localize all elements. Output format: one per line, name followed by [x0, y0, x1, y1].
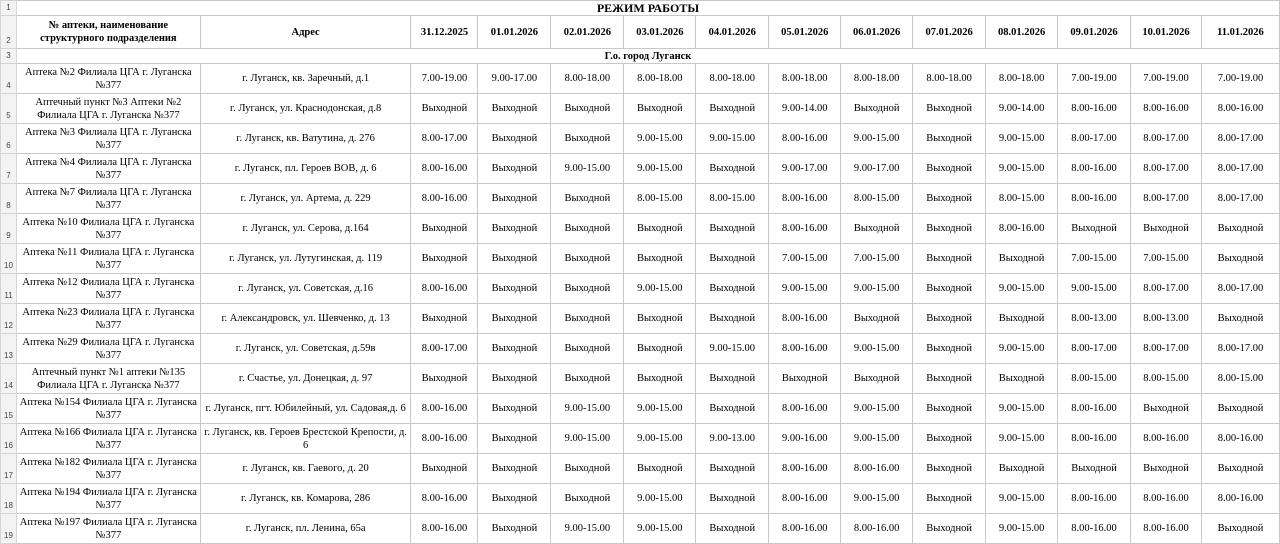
- row-number[interactable]: 18: [1, 484, 17, 514]
- hours-cell[interactable]: Выходной: [769, 364, 841, 394]
- pharmacy-name-cell[interactable]: Аптека №12 Филиала ЦГА г. Луганска №377: [16, 274, 200, 304]
- hours-cell[interactable]: 8.00-16.00: [411, 184, 478, 214]
- hours-cell[interactable]: 8.00-13.00: [1058, 304, 1131, 334]
- hours-cell[interactable]: Выходной: [1201, 394, 1279, 424]
- hours-cell[interactable]: Выходной: [696, 214, 769, 244]
- hours-cell[interactable]: Выходной: [551, 214, 624, 244]
- pharmacy-name-cell[interactable]: Аптечный пункт №3 Аптеки №2 Филиала ЦГА г. Луганска №377: [16, 94, 200, 124]
- hours-cell[interactable]: 8.00-17.00: [1131, 124, 1202, 154]
- hours-cell[interactable]: Выходной: [913, 394, 986, 424]
- hours-cell[interactable]: 8.00-16.00: [841, 514, 913, 544]
- hours-cell[interactable]: Выходной: [551, 184, 624, 214]
- pharmacy-row: [1, 334, 1280, 364]
- hours-cell[interactable]: 9.00-17.00: [841, 154, 913, 184]
- hours-cell[interactable]: Выходной: [478, 394, 551, 424]
- hours-cell[interactable]: Выходной: [696, 94, 769, 124]
- hours-cell[interactable]: Выходной: [411, 364, 478, 394]
- row-number[interactable]: 12: [1, 304, 17, 334]
- hours-cell[interactable]: 8.00-16.00: [1058, 484, 1131, 514]
- header-date-cell[interactable]: 31.12.2025: [411, 16, 478, 49]
- header-date-cell[interactable]: 09.01.2026: [1058, 16, 1131, 49]
- hours-cell[interactable]: Выходной: [411, 304, 478, 334]
- hours-cell[interactable]: 7.00-19.00: [1058, 64, 1131, 94]
- hours-cell[interactable]: 7.00-15.00: [841, 244, 913, 274]
- pharmacy-name-cell[interactable]: Аптека №23 Филиала ЦГА г. Луганска №377: [16, 304, 200, 334]
- hours-cell[interactable]: 9.00-15.00: [624, 154, 696, 184]
- hours-cell[interactable]: 8.00-16.00: [411, 424, 478, 454]
- hours-cell[interactable]: Выходной: [913, 244, 986, 274]
- hours-cell[interactable]: 9.00-15.00: [696, 124, 769, 154]
- hours-cell[interactable]: Выходной: [478, 304, 551, 334]
- hours-cell[interactable]: 9.00-15.00: [986, 514, 1058, 544]
- hours-cell[interactable]: Выходной: [411, 244, 478, 274]
- hours-cell[interactable]: Выходной: [913, 514, 986, 544]
- hours-cell[interactable]: Выходной: [696, 514, 769, 544]
- hours-cell[interactable]: 8.00-17.00: [1058, 124, 1131, 154]
- row-number[interactable]: 9: [1, 214, 17, 244]
- hours-cell[interactable]: Выходной: [478, 124, 551, 154]
- pharmacy-address-cell[interactable]: г. Луганск, ул. Краснодонская, д.8: [200, 94, 411, 124]
- pharmacy-address-cell[interactable]: г. Луганск, кв. Заречный, д.1: [200, 64, 411, 94]
- header-name-cell[interactable]: № аптеки, наименование структурного подразделения: [16, 16, 200, 49]
- header-date-cell[interactable]: 01.01.2026: [478, 16, 551, 49]
- hours-cell[interactable]: Выходной: [913, 214, 986, 244]
- hours-cell[interactable]: 9.00-15.00: [1058, 274, 1131, 304]
- hours-cell[interactable]: 8.00-15.00: [696, 184, 769, 214]
- hours-cell[interactable]: 8.00-18.00: [624, 64, 696, 94]
- hours-cell[interactable]: 8.00-16.00: [1201, 94, 1279, 124]
- hours-cell[interactable]: Выходной: [551, 124, 624, 154]
- hours-cell[interactable]: 8.00-16.00: [769, 304, 841, 334]
- hours-cell[interactable]: Выходной: [696, 274, 769, 304]
- hours-cell[interactable]: 8.00-15.00: [1058, 364, 1131, 394]
- hours-cell[interactable]: Выходной: [411, 454, 478, 484]
- hours-cell[interactable]: 8.00-18.00: [986, 64, 1058, 94]
- hours-cell[interactable]: 9.00-15.00: [551, 154, 624, 184]
- pharmacy-row: [1, 394, 1280, 424]
- hours-cell[interactable]: 8.00-17.00: [1201, 184, 1279, 214]
- hours-cell[interactable]: Выходной: [696, 394, 769, 424]
- row-number[interactable]: 1: [1, 1, 17, 16]
- hours-cell[interactable]: Выходной: [551, 364, 624, 394]
- hours-cell[interactable]: Выходной: [478, 214, 551, 244]
- hours-cell[interactable]: Выходной: [1201, 214, 1279, 244]
- hours-cell[interactable]: Выходной: [478, 274, 551, 304]
- hours-cell[interactable]: 8.00-16.00: [411, 274, 478, 304]
- row-number[interactable]: 4: [1, 64, 17, 94]
- hours-cell[interactable]: Выходной: [986, 364, 1058, 394]
- hours-cell[interactable]: Выходной: [624, 304, 696, 334]
- hours-cell[interactable]: 8.00-16.00: [1201, 484, 1279, 514]
- hours-cell[interactable]: 8.00-15.00: [841, 184, 913, 214]
- pharmacy-name-cell[interactable]: Аптека №182 Филиала ЦГА г. Луганска №377: [16, 454, 200, 484]
- hours-cell[interactable]: Выходной: [624, 364, 696, 394]
- hours-cell[interactable]: 8.00-16.00: [841, 454, 913, 484]
- hours-cell[interactable]: 8.00-17.00: [1131, 274, 1202, 304]
- hours-cell[interactable]: 8.00-16.00: [411, 154, 478, 184]
- row-number[interactable]: 2: [1, 16, 17, 49]
- header-date-cell[interactable]: 11.01.2026: [1201, 16, 1279, 49]
- hours-cell[interactable]: 8.00-15.00: [1201, 364, 1279, 394]
- hours-cell[interactable]: 8.00-17.00: [1131, 154, 1202, 184]
- hours-cell[interactable]: 9.00-15.00: [624, 124, 696, 154]
- hours-cell[interactable]: 8.00-16.00: [411, 484, 478, 514]
- pharmacy-address-cell[interactable]: г. Луганск, кв. Гаевого, д. 20: [200, 454, 411, 484]
- hours-cell[interactable]: 9.00-15.00: [841, 394, 913, 424]
- hours-cell[interactable]: Выходной: [986, 304, 1058, 334]
- pharmacy-name-cell[interactable]: Аптека №194 Филиала ЦГА г. Луганска №377: [16, 484, 200, 514]
- hours-cell[interactable]: 8.00-16.00: [769, 514, 841, 544]
- hours-cell[interactable]: Выходной: [696, 304, 769, 334]
- pharmacy-row: [1, 244, 1280, 274]
- hours-cell[interactable]: 9.00-14.00: [769, 94, 841, 124]
- hours-cell[interactable]: 8.00-17.00: [1201, 124, 1279, 154]
- pharmacy-row: [1, 184, 1280, 214]
- hours-cell[interactable]: Выходной: [551, 244, 624, 274]
- hours-cell[interactable]: Выходной: [841, 364, 913, 394]
- hours-cell[interactable]: 9.00-15.00: [624, 484, 696, 514]
- hours-cell[interactable]: 8.00-17.00: [1201, 274, 1279, 304]
- hours-cell[interactable]: Выходной: [913, 304, 986, 334]
- hours-cell[interactable]: 9.00-15.00: [624, 394, 696, 424]
- pharmacy-name-cell[interactable]: Аптека №154 Филиала ЦГА г. Луганска №377: [16, 394, 200, 424]
- hours-cell[interactable]: Выходной: [551, 94, 624, 124]
- hours-cell[interactable]: Выходной: [1201, 514, 1279, 544]
- hours-cell[interactable]: Выходной: [478, 424, 551, 454]
- hours-cell[interactable]: Выходной: [624, 454, 696, 484]
- hours-cell[interactable]: Выходной: [478, 454, 551, 484]
- hours-cell[interactable]: 8.00-17.00: [411, 124, 478, 154]
- pharmacy-address-cell[interactable]: г. Луганск, ул. Советская, д.59в: [200, 334, 411, 364]
- hours-cell[interactable]: 8.00-18.00: [769, 64, 841, 94]
- hours-cell[interactable]: Выходной: [478, 514, 551, 544]
- hours-cell[interactable]: 9.00-15.00: [986, 124, 1058, 154]
- header-date-cell[interactable]: 02.01.2026: [551, 16, 624, 49]
- hours-cell[interactable]: Выходной: [913, 184, 986, 214]
- pharmacy-row: [1, 424, 1280, 454]
- hours-cell[interactable]: 8.00-15.00: [986, 184, 1058, 214]
- hours-cell[interactable]: 8.00-16.00: [769, 214, 841, 244]
- hours-cell[interactable]: 9.00-15.00: [551, 424, 624, 454]
- pharmacy-row: [1, 64, 1280, 94]
- hours-cell[interactable]: 9.00-15.00: [551, 394, 624, 424]
- row-number[interactable]: 14: [1, 364, 17, 394]
- row-number[interactable]: 11: [1, 274, 17, 304]
- pharmacy-row: [1, 484, 1280, 514]
- hours-cell[interactable]: 8.00-16.00: [769, 394, 841, 424]
- hours-cell[interactable]: Выходной: [1201, 244, 1279, 274]
- header-date-cell[interactable]: 03.01.2026: [624, 16, 696, 49]
- hours-cell[interactable]: 8.00-16.00: [411, 394, 478, 424]
- pharmacy-name-cell[interactable]: Аптека №166 Филиала ЦГА г. Луганска №377: [16, 424, 200, 454]
- header-address-cell[interactable]: Адрес: [200, 16, 411, 49]
- row-number[interactable]: 16: [1, 424, 17, 454]
- hours-cell[interactable]: 8.00-17.00: [1131, 334, 1202, 364]
- hours-cell[interactable]: Выходной: [411, 94, 478, 124]
- hours-cell[interactable]: 8.00-16.00: [411, 514, 478, 544]
- pharmacy-name-cell[interactable]: Аптека №4 Филиала ЦГА г. Луганска №377: [16, 154, 200, 184]
- hours-cell[interactable]: Выходной: [551, 274, 624, 304]
- pharmacy-row: [1, 454, 1280, 484]
- pharmacy-name-cell[interactable]: Аптека №3 Филиала ЦГА г. Луганска №377: [16, 124, 200, 154]
- hours-cell[interactable]: 8.00-16.00: [769, 124, 841, 154]
- hours-cell[interactable]: Выходной: [624, 244, 696, 274]
- hours-cell[interactable]: 8.00-16.00: [1058, 424, 1131, 454]
- hours-cell[interactable]: 8.00-16.00: [1058, 94, 1131, 124]
- hours-cell[interactable]: 8.00-16.00: [1131, 424, 1202, 454]
- pharmacy-address-cell[interactable]: г. Луганск, пл. Героев ВОВ, д. 6: [200, 154, 411, 184]
- hours-cell[interactable]: Выходной: [478, 244, 551, 274]
- hours-cell[interactable]: 9.00-14.00: [986, 94, 1058, 124]
- hours-cell[interactable]: 8.00-16.00: [1201, 424, 1279, 454]
- hours-cell[interactable]: 9.00-15.00: [841, 274, 913, 304]
- hours-cell[interactable]: 8.00-15.00: [624, 184, 696, 214]
- hours-cell[interactable]: 8.00-18.00: [551, 64, 624, 94]
- pharmacy-address-cell[interactable]: г. Луганск, пл. Ленина, 65а: [200, 514, 411, 544]
- pharmacy-address-cell[interactable]: г. Луганск, ул. Советская, д.16: [200, 274, 411, 304]
- hours-cell[interactable]: 8.00-16.00: [1131, 484, 1202, 514]
- hours-cell[interactable]: 9.00-15.00: [841, 334, 913, 364]
- pharmacy-row: [1, 154, 1280, 184]
- hours-cell[interactable]: 7.00-15.00: [1058, 244, 1131, 274]
- header-date-cell[interactable]: 08.01.2026: [986, 16, 1058, 49]
- hours-cell[interactable]: Выходной: [841, 304, 913, 334]
- pharmacy-name-cell[interactable]: Аптека №10 Филиала ЦГА г. Луганска №377: [16, 214, 200, 244]
- hours-cell[interactable]: 8.00-16.00: [1131, 94, 1202, 124]
- hours-cell[interactable]: Выходной: [913, 484, 986, 514]
- header-date-cell[interactable]: 04.01.2026: [696, 16, 769, 49]
- hours-cell[interactable]: 9.00-15.00: [624, 424, 696, 454]
- pharmacy-row: [1, 364, 1280, 394]
- header-row: [1, 16, 1280, 49]
- hours-cell[interactable]: 9.00-15.00: [986, 394, 1058, 424]
- row-number[interactable]: 5: [1, 94, 17, 124]
- pharmacy-address-cell[interactable]: г. Счастье, ул. Донецкая, д. 97: [200, 364, 411, 394]
- pharmacy-row: [1, 214, 1280, 244]
- hours-cell[interactable]: Выходной: [986, 454, 1058, 484]
- pharmacy-row: [1, 304, 1280, 334]
- hours-cell[interactable]: 8.00-15.00: [1131, 364, 1202, 394]
- hours-cell[interactable]: Выходной: [624, 94, 696, 124]
- pharmacy-address-cell[interactable]: г. Луганск, кв. Героев Брестской Крепости, д. 6: [200, 424, 411, 454]
- hours-cell[interactable]: 8.00-16.00: [1058, 154, 1131, 184]
- hours-cell[interactable]: 8.00-16.00: [769, 454, 841, 484]
- header-date-cell[interactable]: 07.01.2026: [913, 16, 986, 49]
- hours-cell[interactable]: 8.00-17.00: [1131, 184, 1202, 214]
- pharmacy-row: [1, 124, 1280, 154]
- hours-cell[interactable]: 7.00-15.00: [1131, 244, 1202, 274]
- pharmacy-name-cell[interactable]: Аптека №11 Филиала ЦГА г. Луганска №377: [16, 244, 200, 274]
- sheet-row: [1, 1, 1280, 16]
- hours-cell[interactable]: Выходной: [1201, 304, 1279, 334]
- pharmacy-address-cell[interactable]: г. Луганск, пгт. Юбилейный, ул. Садовая,д. 6: [200, 394, 411, 424]
- hours-cell[interactable]: 8.00-18.00: [841, 64, 913, 94]
- pharmacy-row: [1, 94, 1280, 124]
- hours-cell[interactable]: 9.00-15.00: [841, 424, 913, 454]
- hours-cell[interactable]: 9.00-16.00: [769, 424, 841, 454]
- row-number[interactable]: 13: [1, 334, 17, 364]
- hours-cell[interactable]: 8.00-16.00: [986, 214, 1058, 244]
- hours-cell[interactable]: 7.00-19.00: [1131, 64, 1202, 94]
- hours-cell[interactable]: Выходной: [624, 334, 696, 364]
- hours-cell[interactable]: Выходной: [913, 364, 986, 394]
- hours-cell[interactable]: 8.00-17.00: [1201, 334, 1279, 364]
- hours-cell[interactable]: Выходной: [696, 484, 769, 514]
- hours-cell[interactable]: Выходной: [913, 154, 986, 184]
- row-number[interactable]: 17: [1, 454, 17, 484]
- hours-cell[interactable]: Выходной: [913, 274, 986, 304]
- hours-cell[interactable]: 8.00-16.00: [769, 184, 841, 214]
- region-title[interactable]: Г.о. город Луганск: [16, 49, 1279, 64]
- row-number[interactable]: 19: [1, 514, 17, 544]
- hours-cell[interactable]: Выходной: [478, 184, 551, 214]
- hours-cell[interactable]: 8.00-16.00: [1058, 184, 1131, 214]
- hours-cell[interactable]: Выходной: [624, 214, 696, 244]
- pharmacy-address-cell[interactable]: г. Александровск, ул. Шевченко, д. 13: [200, 304, 411, 334]
- hours-cell[interactable]: 9.00-15.00: [841, 484, 913, 514]
- hours-cell[interactable]: 9.00-15.00: [841, 124, 913, 154]
- pharmacy-name-cell[interactable]: Аптека №29 Филиала ЦГА г. Луганска №377: [16, 334, 200, 364]
- hours-cell[interactable]: 9.00-15.00: [624, 274, 696, 304]
- hours-cell[interactable]: 9.00-13.00: [696, 424, 769, 454]
- hours-cell[interactable]: Выходной: [478, 94, 551, 124]
- hours-cell[interactable]: Выходной: [1131, 454, 1202, 484]
- pharmacy-name-cell[interactable]: Аптека №7 Филиала ЦГА г. Луганска №377: [16, 184, 200, 214]
- hours-cell[interactable]: 8.00-13.00: [1131, 304, 1202, 334]
- hours-cell[interactable]: Выходной: [696, 364, 769, 394]
- hours-cell[interactable]: 8.00-16.00: [769, 334, 841, 364]
- sheet-title[interactable]: РЕЖИМ РАБОТЫ: [16, 1, 1279, 16]
- hours-cell[interactable]: Выходной: [478, 334, 551, 364]
- hours-cell[interactable]: Выходной: [841, 94, 913, 124]
- hours-cell[interactable]: Выходной: [478, 154, 551, 184]
- hours-cell[interactable]: Выходной: [551, 454, 624, 484]
- pharmacy-name-cell[interactable]: Аптека №197 Филиала ЦГА г. Луганска №377: [16, 514, 200, 544]
- hours-cell[interactable]: 8.00-18.00: [696, 64, 769, 94]
- hours-cell[interactable]: 9.00-17.00: [769, 154, 841, 184]
- hours-cell[interactable]: Выходной: [841, 214, 913, 244]
- row-number[interactable]: 3: [1, 49, 17, 64]
- hours-cell[interactable]: 8.00-16.00: [1058, 394, 1131, 424]
- hours-cell[interactable]: Выходной: [478, 484, 551, 514]
- header-date-cell[interactable]: 06.01.2026: [841, 16, 913, 49]
- pharmacy-name-cell[interactable]: Аптека №2 Филиала ЦГА г. Луганска №377: [16, 64, 200, 94]
- hours-cell[interactable]: Выходной: [1058, 214, 1131, 244]
- hours-cell[interactable]: 8.00-16.00: [1131, 514, 1202, 544]
- pharmacy-address-cell[interactable]: г. Луганск, кв. Ватутина, д. 276: [200, 124, 411, 154]
- row-number[interactable]: 10: [1, 244, 17, 274]
- hours-cell[interactable]: 9.00-15.00: [986, 154, 1058, 184]
- hours-cell[interactable]: 9.00-15.00: [624, 514, 696, 544]
- hours-cell[interactable]: Выходной: [913, 424, 986, 454]
- hours-cell[interactable]: 9.00-15.00: [986, 424, 1058, 454]
- hours-cell[interactable]: 8.00-18.00: [913, 64, 986, 94]
- hours-cell[interactable]: Выходной: [1058, 454, 1131, 484]
- pharmacy-row: [1, 274, 1280, 304]
- hours-cell[interactable]: 8.00-17.00: [1201, 154, 1279, 184]
- hours-cell[interactable]: 9.00-15.00: [986, 274, 1058, 304]
- hours-cell[interactable]: 7.00-19.00: [1201, 64, 1279, 94]
- hours-cell[interactable]: 8.00-16.00: [1058, 514, 1131, 544]
- hours-cell[interactable]: Выходной: [913, 94, 986, 124]
- hours-cell[interactable]: Выходной: [696, 154, 769, 184]
- header-date-cell[interactable]: 05.01.2026: [769, 16, 841, 49]
- hours-cell[interactable]: Выходной: [696, 454, 769, 484]
- region-row: [1, 49, 1280, 64]
- hours-cell[interactable]: 9.00-17.00: [478, 64, 551, 94]
- hours-cell[interactable]: 9.00-15.00: [696, 334, 769, 364]
- hours-cell[interactable]: Выходной: [913, 124, 986, 154]
- row-number[interactable]: 7: [1, 154, 17, 184]
- row-number[interactable]: 8: [1, 184, 17, 214]
- hours-cell[interactable]: Выходной: [551, 304, 624, 334]
- hours-cell[interactable]: 8.00-16.00: [769, 484, 841, 514]
- pharmacy-name-cell[interactable]: Аптечный пункт №1 аптеки №135 Филиала ЦГА г. Луганска №377: [16, 364, 200, 394]
- row-number[interactable]: 15: [1, 394, 17, 424]
- hours-cell[interactable]: Выходной: [1131, 214, 1202, 244]
- hours-cell[interactable]: Выходной: [913, 454, 986, 484]
- header-date-cell[interactable]: 10.01.2026: [1131, 16, 1202, 49]
- hours-cell[interactable]: Выходной: [551, 484, 624, 514]
- hours-cell[interactable]: 9.00-15.00: [551, 514, 624, 544]
- hours-cell[interactable]: 9.00-15.00: [986, 484, 1058, 514]
- hours-cell[interactable]: 8.00-17.00: [1058, 334, 1131, 364]
- pharmacy-address-cell[interactable]: г. Луганск, ул. Лутугинская, д. 119: [200, 244, 411, 274]
- hours-cell[interactable]: Выходной: [986, 244, 1058, 274]
- hours-cell[interactable]: Выходной: [551, 334, 624, 364]
- hours-cell[interactable]: Выходной: [913, 334, 986, 364]
- row-number[interactable]: 6: [1, 124, 17, 154]
- hours-cell[interactable]: 9.00-15.00: [986, 334, 1058, 364]
- hours-cell[interactable]: Выходной: [411, 214, 478, 244]
- pharmacy-address-cell[interactable]: г. Луганск, ул. Артема, д. 229: [200, 184, 411, 214]
- hours-cell[interactable]: 9.00-15.00: [769, 274, 841, 304]
- hours-cell[interactable]: Выходной: [696, 244, 769, 274]
- hours-cell[interactable]: Выходной: [478, 364, 551, 394]
- pharmacy-address-cell[interactable]: г. Луганск, ул. Серова, д.164: [200, 214, 411, 244]
- pharmacy-address-cell[interactable]: г. Луганск, кв. Комарова, 286: [200, 484, 411, 514]
- hours-cell[interactable]: 8.00-17.00: [411, 334, 478, 364]
- hours-cell[interactable]: Выходной: [1201, 454, 1279, 484]
- hours-cell[interactable]: 7.00-15.00: [769, 244, 841, 274]
- hours-cell[interactable]: Выходной: [1131, 394, 1202, 424]
- hours-cell[interactable]: 7.00-19.00: [411, 64, 478, 94]
